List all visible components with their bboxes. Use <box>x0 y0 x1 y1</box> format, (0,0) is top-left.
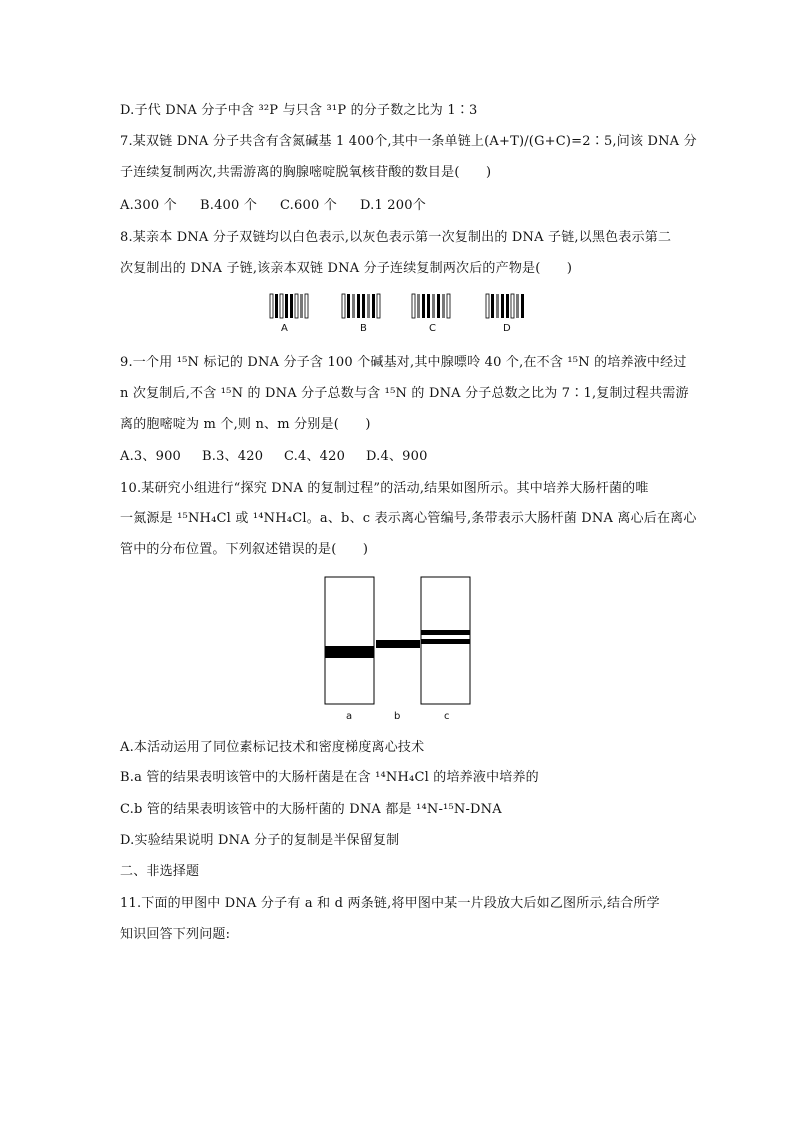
q8-stem-line2: 次复制出的 DNA 子链,该亲本双链 DNA 分子连续复制两次后的产物是( ) <box>120 261 573 276</box>
q7-option-a: A.300 个 <box>120 198 177 213</box>
tube-b-band <box>376 640 420 648</box>
figure-label-a: A <box>281 323 288 334</box>
q10-option-a: A.本活动运用了同位素标记技术和密度梯度离心技术 <box>120 740 425 755</box>
q7-options <box>120 199 426 212</box>
section-title: 二、非选择题 <box>120 864 200 879</box>
centrifuge-tubes-figure <box>320 574 476 710</box>
tube-c-band-lower <box>421 639 470 644</box>
q11-stem-line1: 11.下面的甲图中 DNA 分子有 a 和 d 两条链,将甲图中某一片段放大后如乙图所示,结合所学 <box>120 896 660 911</box>
tube-a <box>325 577 374 704</box>
q9-option-b: B.3、420 <box>202 449 264 464</box>
q10-stem-line2: 一氮源是 ¹⁵NH₄Cl 或 ¹⁴NH₄Cl。a、b、c 表示离心管编号,条带表示大肠杆菌 DNA 离心后在离心 <box>120 511 697 526</box>
dna-option-b-graphic <box>342 294 380 318</box>
q7-stem-line2: 子连续复制两次,共需游离的胸腺嘧啶脱氧核苷酸的数目是( ) <box>120 165 492 180</box>
q10-stem-line1: 10.某研究小组进行“探究 DNA 的复制过程”的活动,结果如图所示。其中培养大肠杆菌的唯 <box>120 481 649 496</box>
q9-stem-line1: 9.一个用 ¹⁵N 标记的 DNA 分子含 100 个碱基对,其中腺嘌呤 40 个,在不含 ¹⁵N 的培养液中经过 <box>120 355 687 370</box>
q7-option-b: B.400 个 <box>200 198 258 213</box>
q9-stem-line2: n 次复制后,不含 ¹⁵N 的 DNA 分子总数与含 ¹⁵N 的 DNA 分子总数之比为 7∶1,复制过程共需游 <box>120 386 689 401</box>
tube-label-c: c <box>444 711 450 722</box>
figure-label-c: C <box>429 323 436 334</box>
q9-option-c: C.4、420 <box>284 449 346 464</box>
q10-option-d: D.实验结果说明 DNA 分子的复制是半保留复制 <box>120 833 400 848</box>
tube-label-b: b <box>394 711 401 722</box>
dna-option-c-graphic <box>412 294 450 318</box>
q11-stem-line2: 知识回答下列问题: <box>120 927 231 942</box>
q9-options <box>120 450 428 463</box>
dna-replication-options-figure <box>260 292 540 322</box>
dna-option-d-graphic <box>486 294 524 318</box>
figure-label-b: B <box>360 323 367 334</box>
tube-a-band <box>325 646 374 658</box>
q6-option-d: D.子代 DNA 分子中含 ³²P 与只含 ³¹P 的分子数之比为 1∶3 <box>120 103 478 118</box>
q10-option-c: C.b 管的结果表明该管中的大肠杆菌的 DNA 都是 ¹⁴N-¹⁵N-DNA <box>120 802 502 817</box>
dna-option-a-graphic <box>270 294 308 318</box>
q9-stem-line3: 离的胞嘧啶为 m 个,则 n、m 分别是( ) <box>120 417 371 432</box>
q9-option-a: A.3、900 <box>120 449 182 464</box>
q7-option-d: D.1 200个 <box>360 198 426 213</box>
figure-label-d: D <box>503 323 511 334</box>
q10-stem-line3: 管中的分布位置。下列叙述错误的是( ) <box>120 542 369 557</box>
q10-option-b: B.a 管的结果表明该管中的大肠杆菌是在含 ¹⁴NH₄Cl 的培养液中培养的 <box>120 770 539 785</box>
q9-option-d: D.4、900 <box>366 449 428 464</box>
q8-stem-line1: 8.某亲本 DNA 分子双链均以白色表示,以灰色表示第一次复制出的 DNA 子链,以黑色表示第二 <box>120 230 672 245</box>
q7-stem-line1: 7.某双链 DNA 分子共含有含氮碱基 1 400个,其中一条单链上(A+T)/(G+C)=2∶5,问该 DNA 分 <box>120 134 697 149</box>
tube-label-a: a <box>346 711 353 722</box>
tube-c-band-upper <box>421 630 470 635</box>
q7-option-c: C.600 个 <box>280 198 337 213</box>
